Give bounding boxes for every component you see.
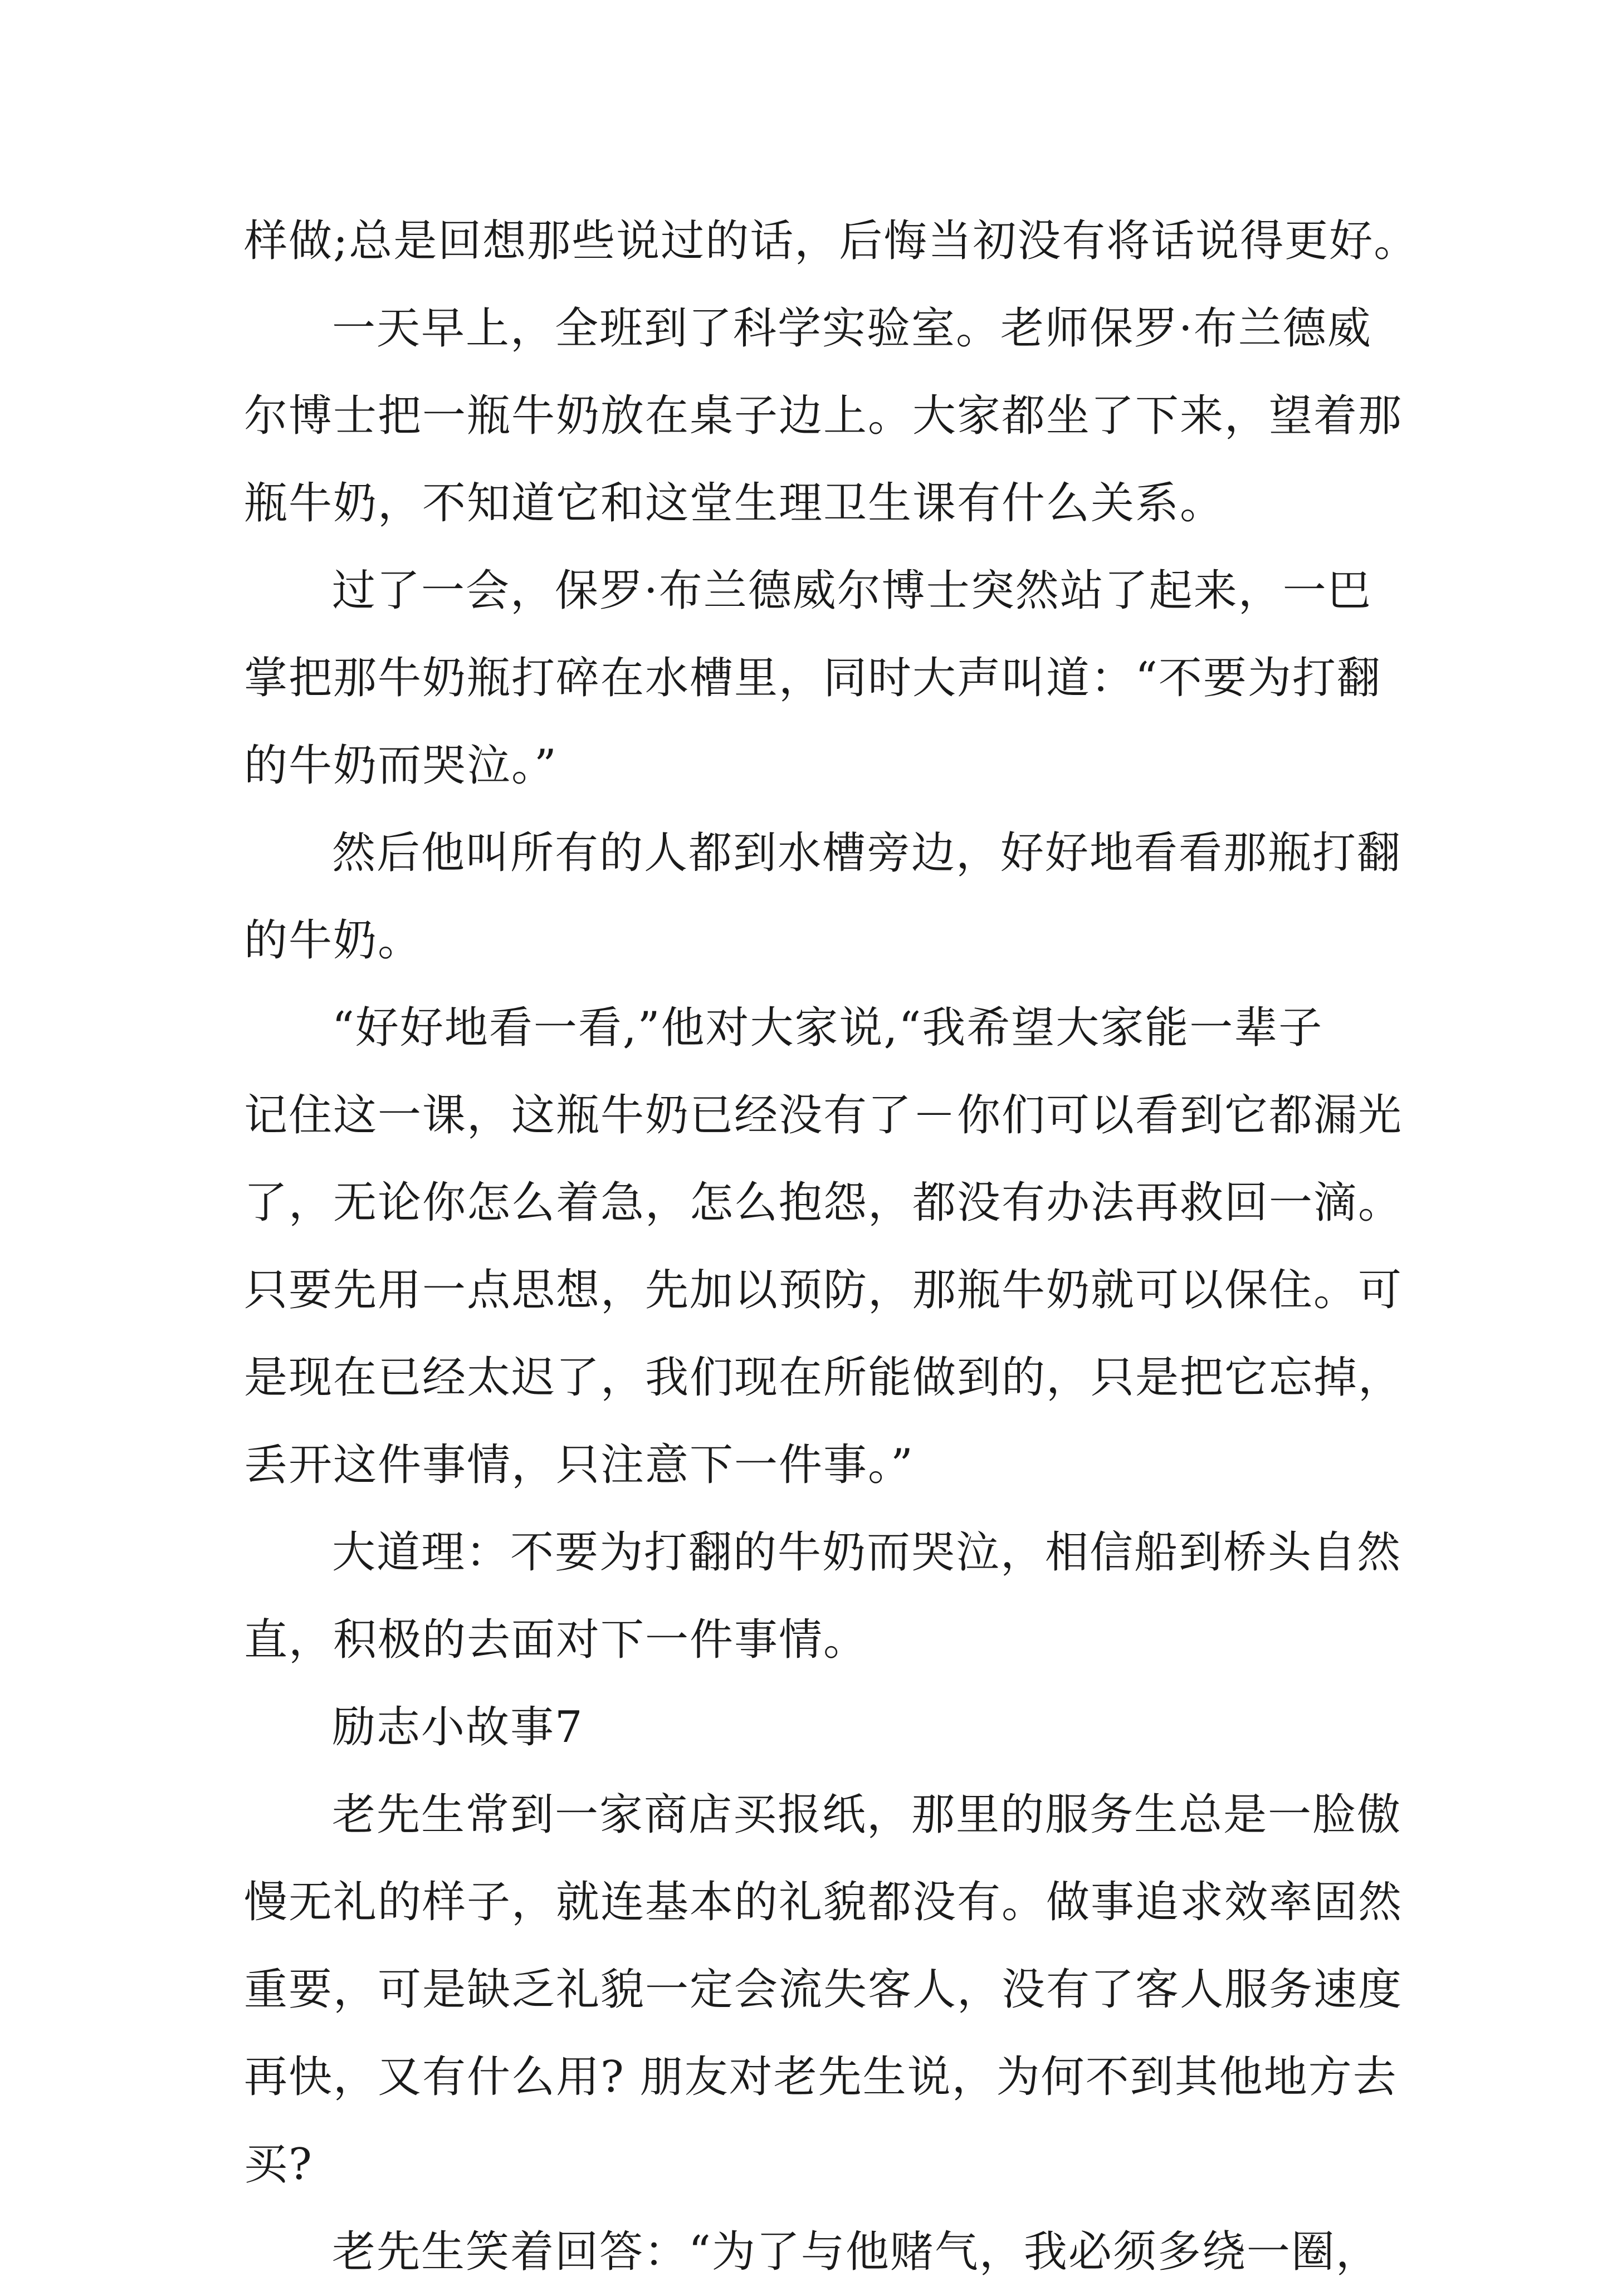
text-line: 老先生笑着回答：“为了与他赌气，我必须多绕一圈， [332,2227,1380,2277]
text-line: 只要先用一点思想，先加以预防，那瓶牛奶就可以保住。可 [244,1265,1403,1315]
text-line: 过了一会，保罗·布兰德威尔博士突然站了起来，一巴 [332,566,1372,616]
text-line: 的牛奶而哭泣。” [244,741,558,791]
body-text [244,198,1419,2296]
text-line: 重要，可是缺乏礼貌一定会流失客人，没有了客人服务速度 [244,1965,1403,2015]
text-line: 是现在已经太迟了，我们现在所能做到的，只是把它忘掉， [244,1353,1403,1403]
text-line: 一天早上，全班到了科学实验室。老师保罗·布兰德威 [332,303,1372,354]
text-line: 样做;总是回想那些说过的话，后悔当初没有将话说得更好。 [244,216,1419,266]
section-heading: 励志小故事7 [332,1702,584,1752]
text-line: 瓶牛奶，不知道它和这堂生理卫生课有什么关系。 [244,478,1225,528]
text-line: 的牛奶。 [244,916,423,966]
text-line: 老先生常到一家商店买报纸，那里的服务生总是一脸傲 [332,1790,1402,1840]
text-line: 直，积极的去面对下一件事情。 [244,1615,868,1665]
text-line: 掌把那牛奶瓶打碎在水槽里，同时大声叫道：“不要为打翻 [244,653,1381,703]
text-line: 丢开这件事情，只注意下一件事。” [244,1440,914,1490]
text-line: 尔博士把一瓶牛奶放在桌子边上。大家都坐了下来，望着那 [244,391,1403,441]
text-line: 大道理：不要为打翻的牛奶而哭泣，相信船到桥头自然 [332,1528,1402,1578]
text-line: 慢无礼的样子，就连基本的礼貌都没有。做事追求效率固然 [244,1877,1403,1927]
text-line: 了，无论你怎么着急，怎么抱怨，都没有办法再救回一滴。 [244,1178,1403,1228]
text-line: 然后他叫所有的人都到水槽旁边，好好地看看那瓶打翻 [332,828,1402,878]
text-line: 记住这一课，这瓶牛奶已经没有了－你们可以看到它都漏光 [244,1090,1403,1140]
text-line: 买? [244,2140,313,2190]
text-line: 再快，又有什么用? 朋友对老先生说，为何不到其他地方去 [244,2052,1398,2102]
text-line: “好好地看一看,”他对大家说,“我希望大家能一辈子 [332,1003,1323,1053]
